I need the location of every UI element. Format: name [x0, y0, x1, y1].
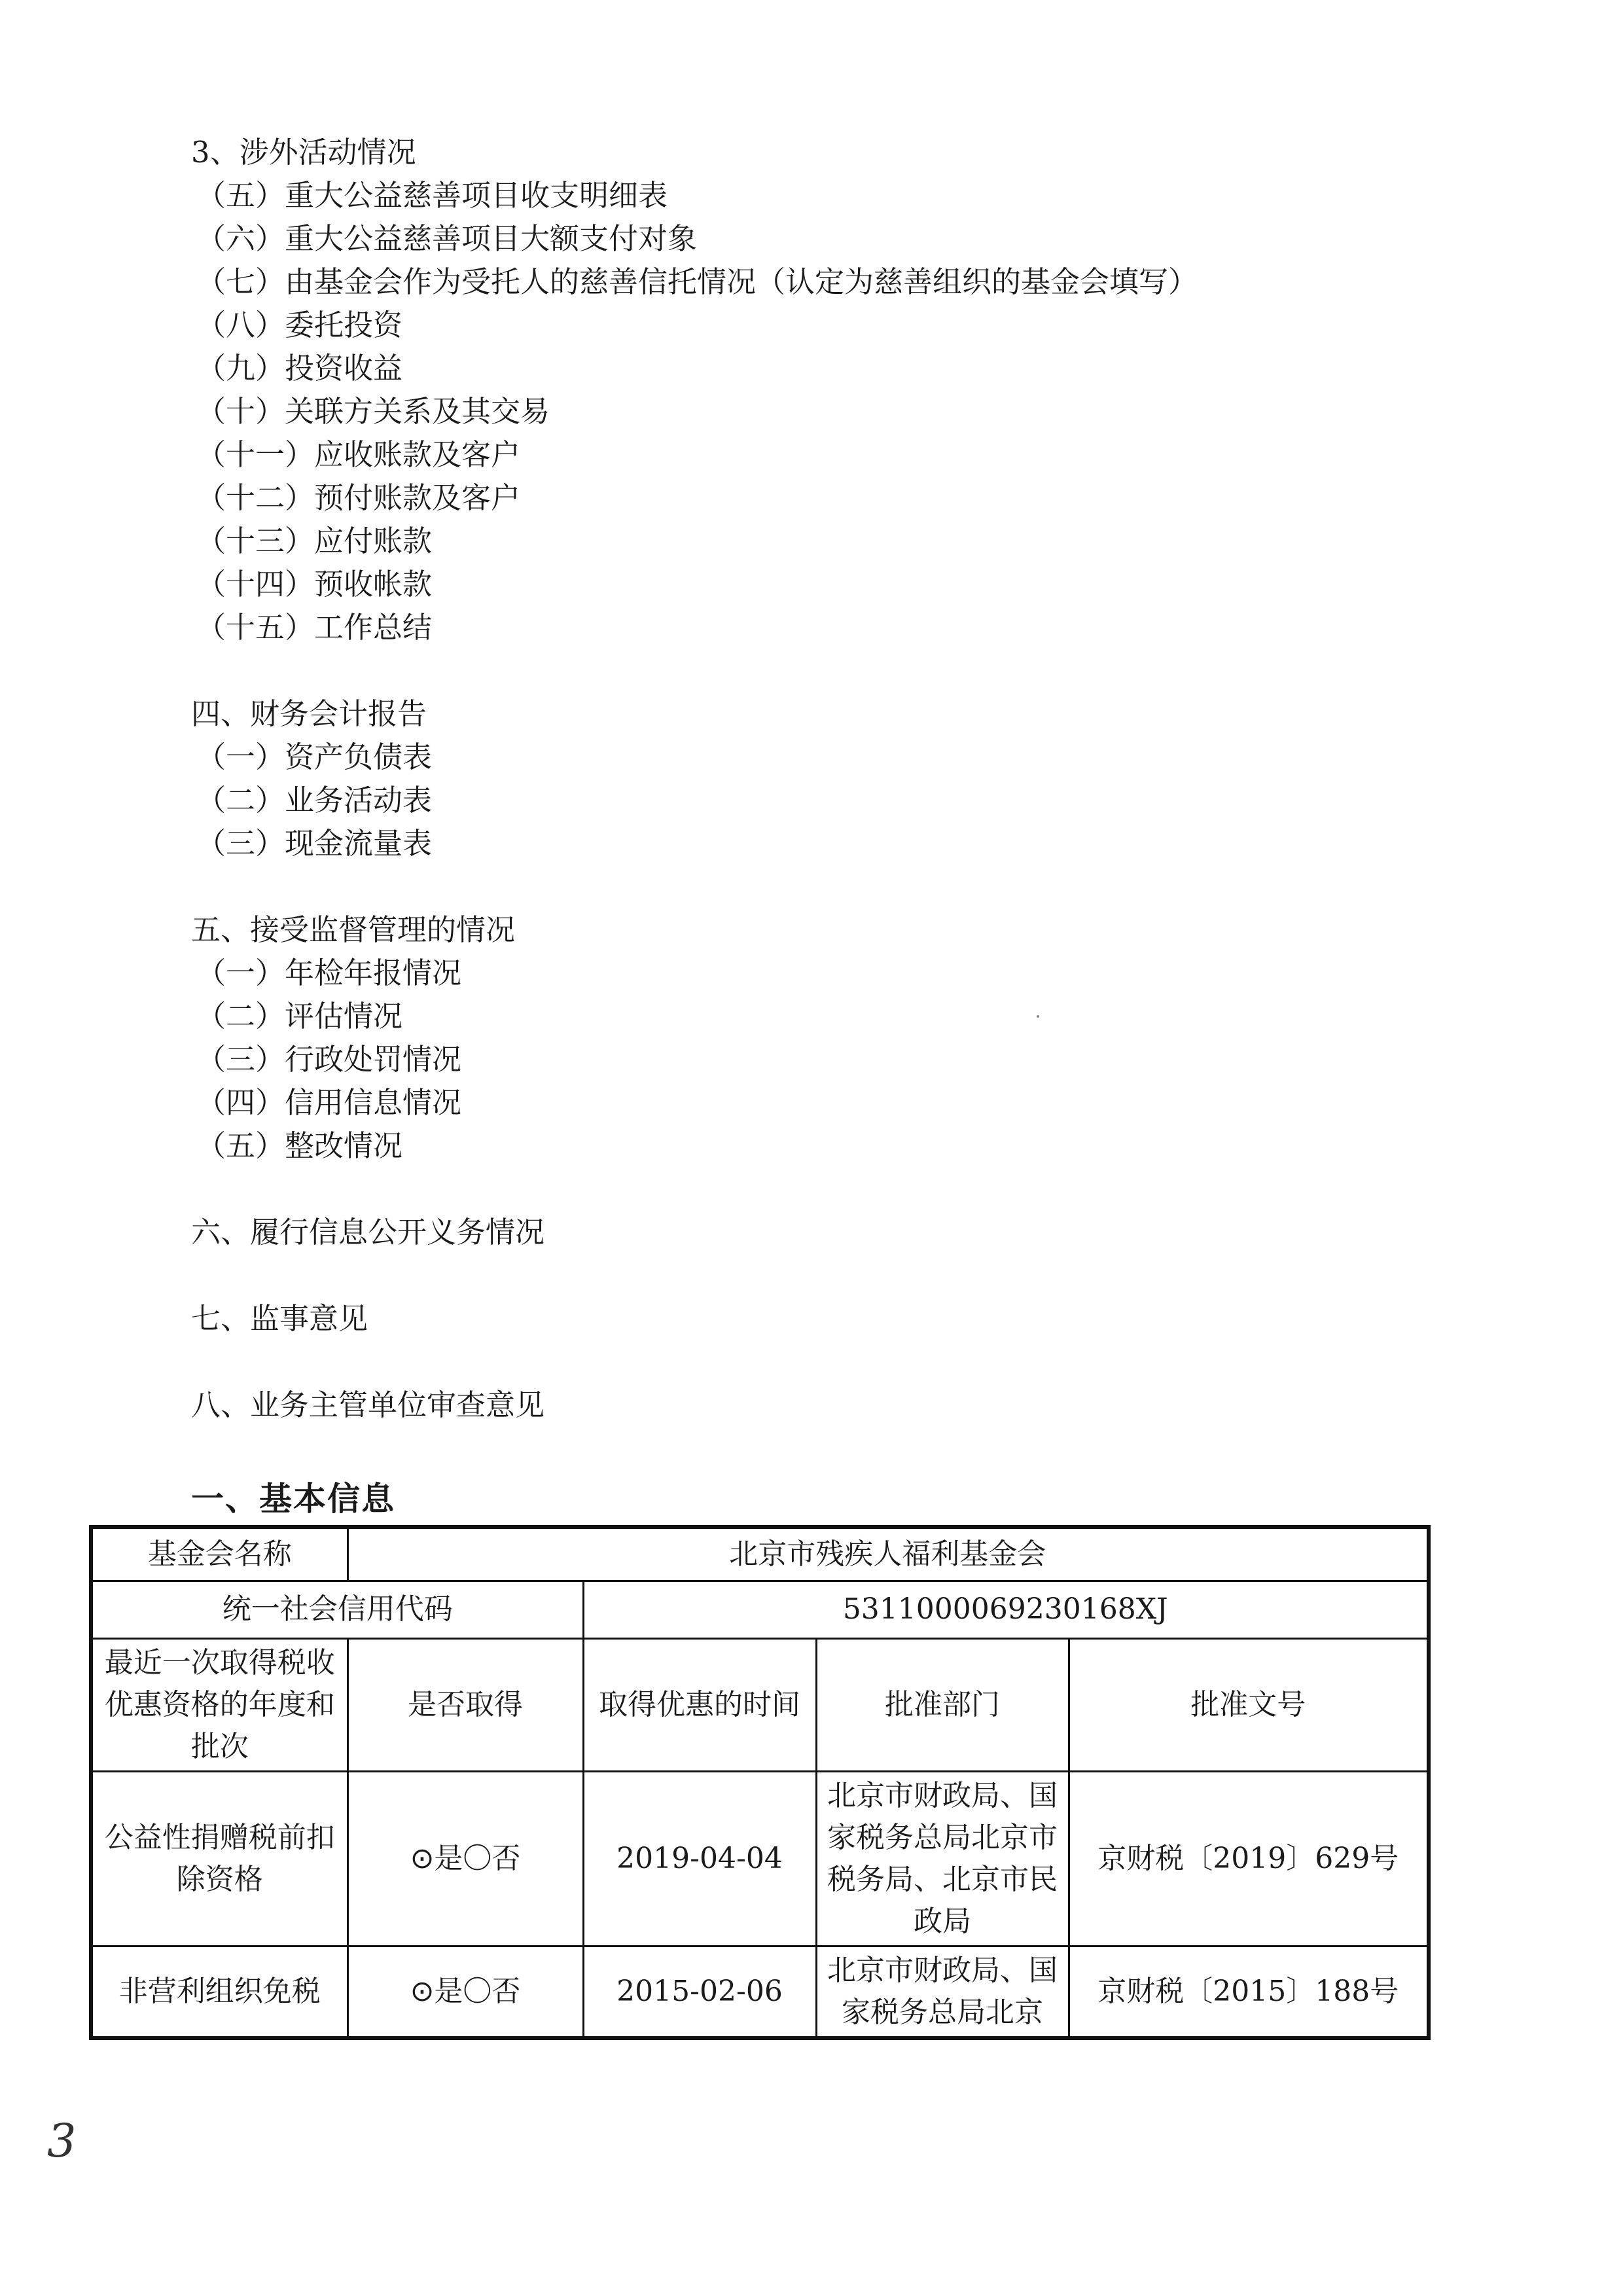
qualification-type: 公益性捐赠税前扣除资格 — [91, 1771, 348, 1946]
qualification-date: 2015-02-06 — [583, 1946, 816, 2038]
toc-line: （二）业务活动表 — [196, 783, 433, 817]
basic-info-table — [89, 1525, 1431, 2040]
toc-line: （六）重大公益慈善项目大额支付对象 — [196, 221, 698, 256]
credit-code-label: 统一社会信用代码 — [91, 1581, 583, 1638]
toc-line: （五）整改情况 — [196, 1128, 403, 1163]
table-row — [91, 1527, 1429, 1581]
page-number: 3 — [47, 2114, 77, 2168]
toc-line: （三）现金流量表 — [196, 826, 433, 861]
toc-line: （十五）工作总结 — [196, 610, 433, 645]
toc-line: （五）重大公益慈善项目收支明细表 — [196, 178, 668, 213]
table-header-row — [91, 1638, 1429, 1771]
toc-line: （八）委托投资 — [196, 308, 403, 342]
toc-section-title: 七、监事意见 — [191, 1301, 368, 1336]
header-cell: 批准文号 — [1069, 1638, 1429, 1771]
table-row — [91, 1771, 1429, 1946]
qualification-type: 非营利组织免税 — [91, 1946, 348, 2038]
approval-doc-number: 京财税〔2019〕629号 — [1069, 1771, 1429, 1946]
toc-section-title: 四、财务会计报告 — [191, 696, 427, 731]
toc-line: （十一）应收账款及客户 — [196, 437, 521, 472]
basic-info-heading: 一、基本信息 — [191, 1480, 395, 1518]
table-row — [91, 1946, 1429, 2038]
toc-section-title: 六、履行信息公开义务情况 — [191, 1215, 545, 1249]
header-cell: 批准部门 — [816, 1638, 1069, 1771]
toc-line: （十二）预付账款及客户 — [196, 480, 521, 515]
toc-line: （一）资产负债表 — [196, 740, 433, 774]
qualification-date: 2019-04-04 — [583, 1771, 816, 1946]
toc-line: （十四）预收帐款 — [196, 567, 433, 601]
table-row — [91, 1581, 1429, 1638]
obtained-radio-group: ⊙是〇否 — [348, 1771, 583, 1946]
toc-line: （七）由基金会作为受托人的慈善信托情况（认定为慈善组织的基金会填写） — [196, 264, 1198, 299]
toc-section-title: 五、接受监督管理的情况 — [191, 912, 516, 947]
header-cell: 最近一次取得税收优惠资格的年度和批次 — [91, 1638, 348, 1771]
obtained-radio-group: ⊙是〇否 — [348, 1946, 583, 2038]
table-of-contents — [191, 131, 1435, 1427]
approval-department: 北京市财政局、国家税务总局北京 — [816, 1946, 1069, 2038]
approval-department: 北京市财政局、国家税务总局北京市税务局、北京市民政局 — [816, 1771, 1069, 1946]
toc-line: （二）评估情况 — [196, 999, 403, 1033]
scan-speck — [1037, 1015, 1039, 1018]
toc-line: （三）行政处罚情况 — [196, 1042, 462, 1077]
toc-line: 3、涉外活动情况 — [191, 135, 416, 170]
toc-line: （四）信用信息情况 — [196, 1085, 462, 1120]
header-cell: 取得优惠的时间 — [583, 1638, 816, 1771]
toc-line: （十三）应付账款 — [196, 524, 433, 558]
toc-section-title: 八、业务主管单位审查意见 — [191, 1388, 545, 1422]
foundation-name-label: 基金会名称 — [91, 1527, 348, 1581]
header-cell: 是否取得 — [348, 1638, 583, 1771]
toc-line: （十）关联方关系及其交易 — [196, 394, 550, 429]
credit-code-value: 5311000069230168XJ — [583, 1581, 1429, 1638]
approval-doc-number: 京财税〔2015〕188号 — [1069, 1946, 1429, 2038]
toc-line: （一）年检年报情况 — [196, 956, 462, 990]
toc-line: （九）投资收益 — [196, 351, 403, 386]
foundation-name-value: 北京市残疾人福利基金会 — [348, 1527, 1429, 1581]
